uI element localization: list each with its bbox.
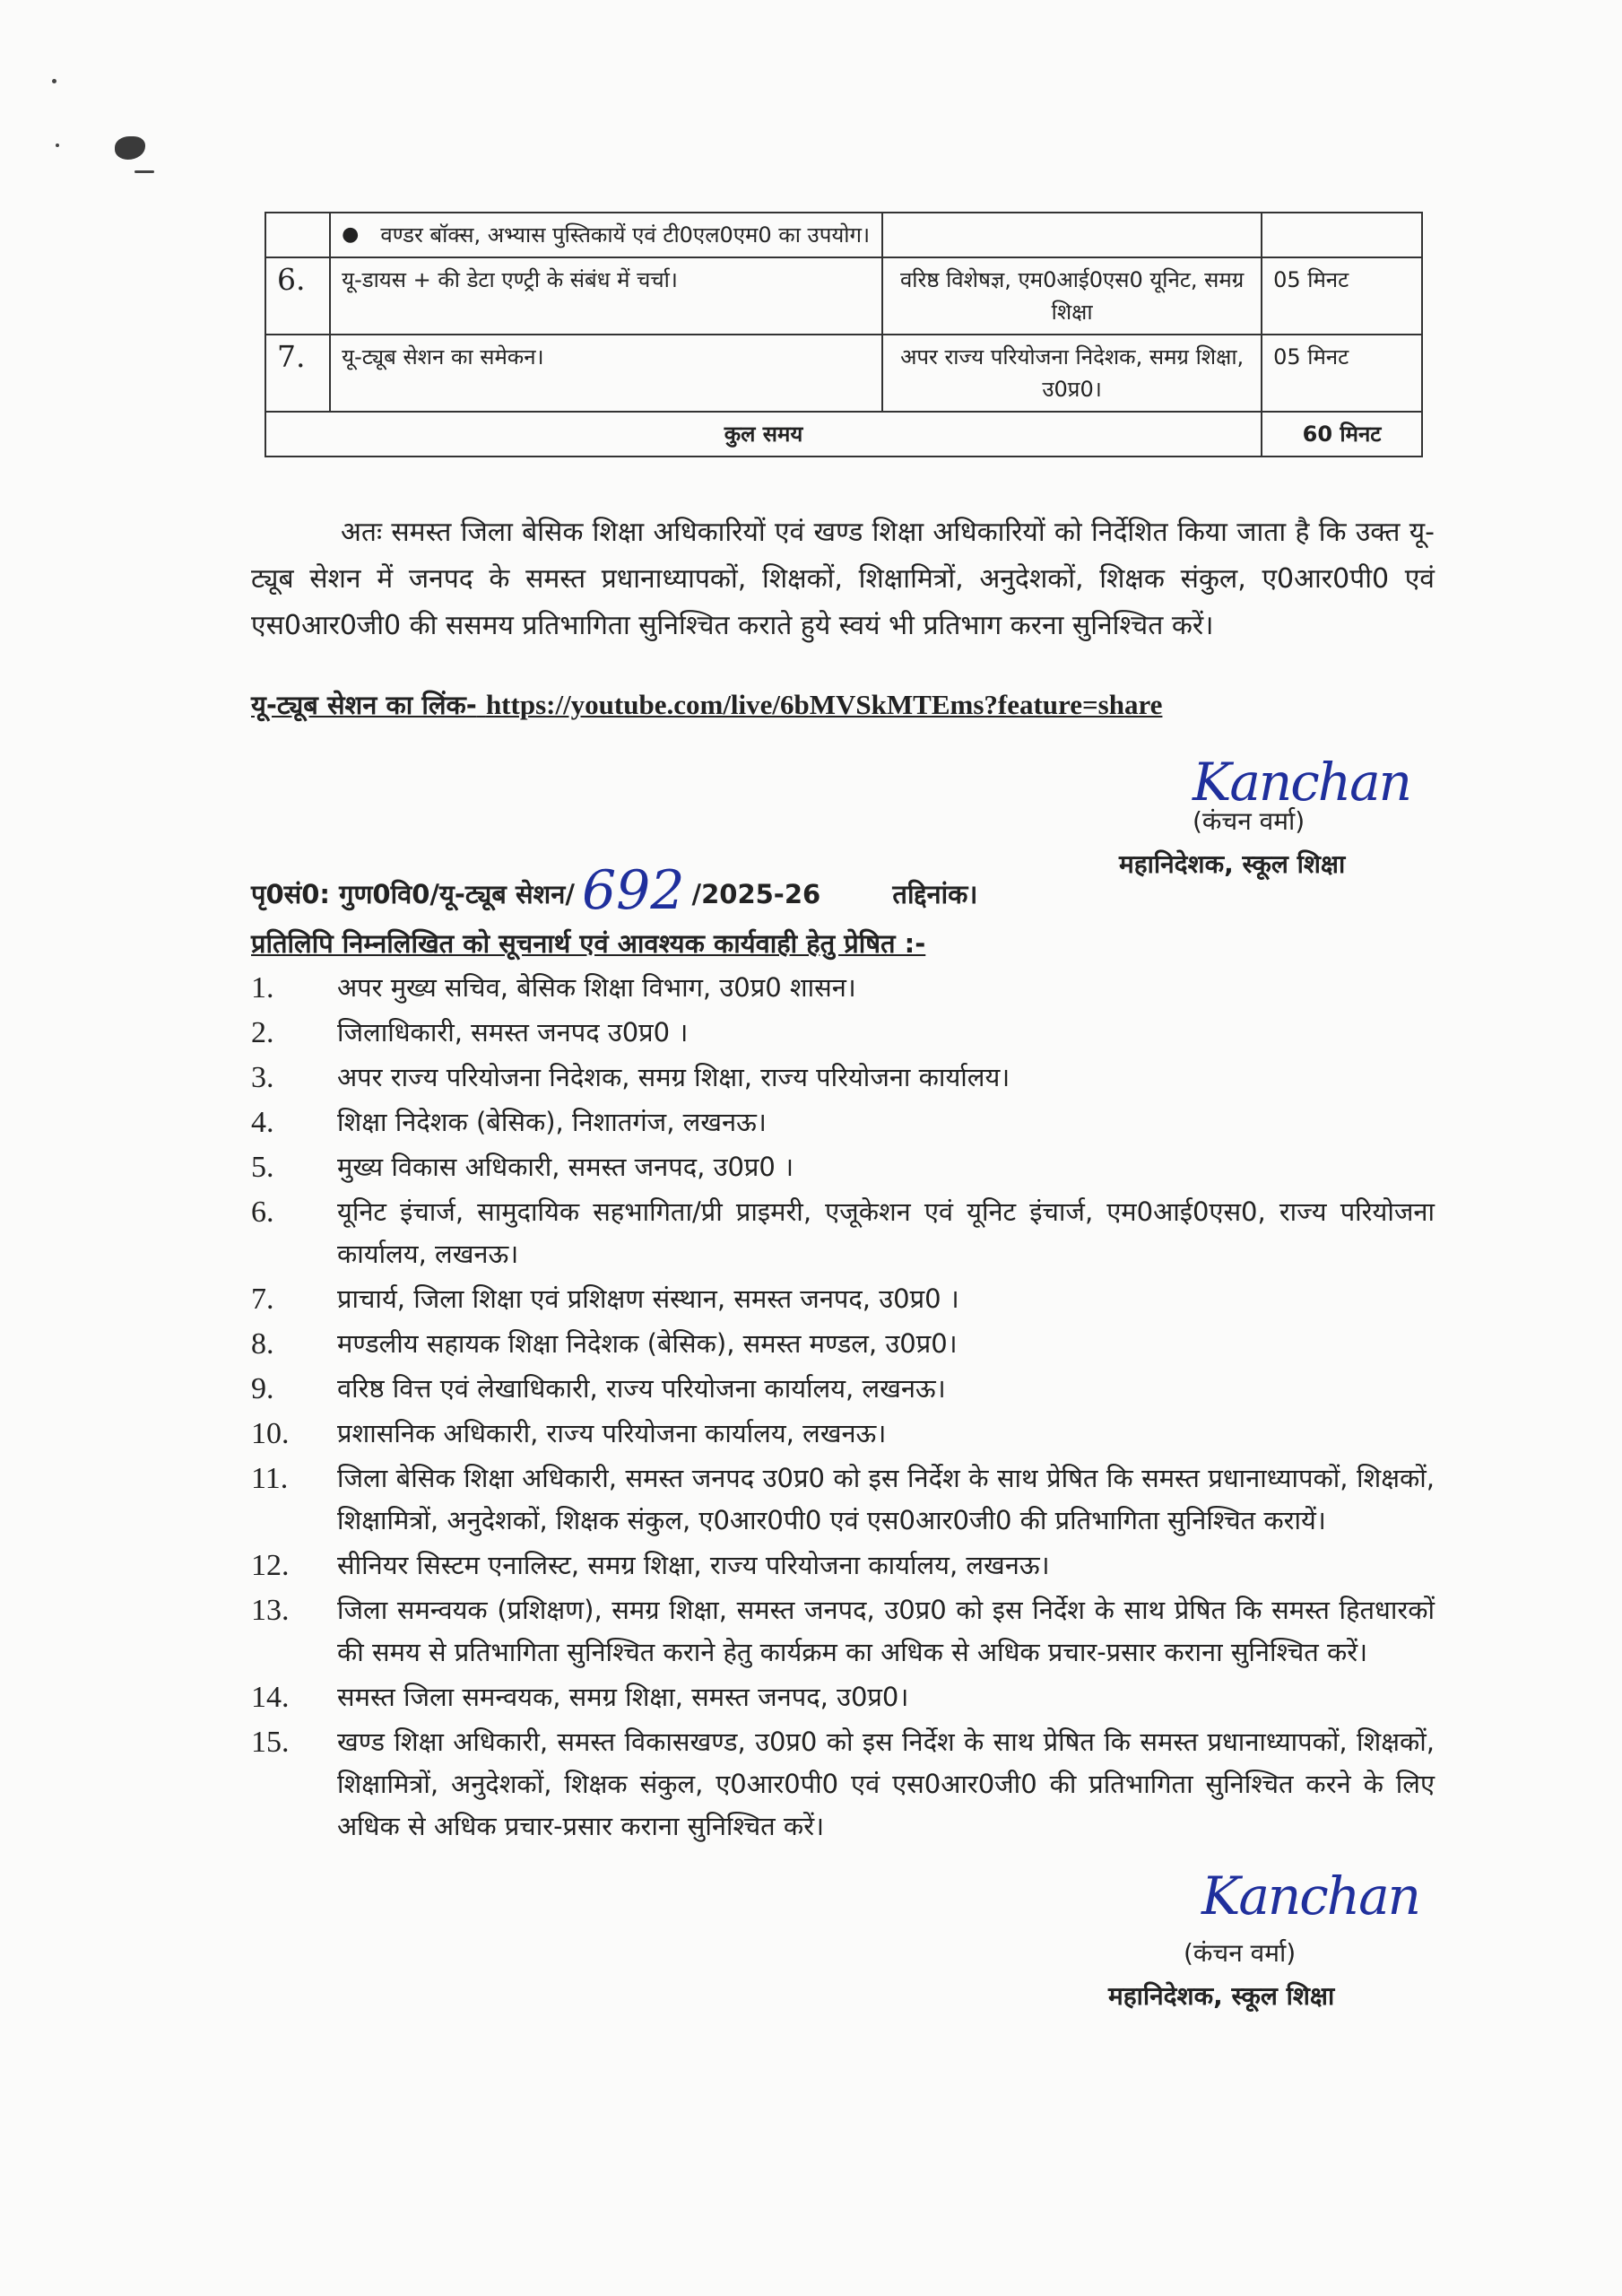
copy-list (251, 967, 1435, 1850)
youtube-link[interactable]: https://youtube.com/live/6bMVSkMTEms?feature=share (485, 689, 1163, 720)
list-item: 11. जिला बेसिक शिक्षा अधिकारी, समस्त जनपद उ0प्र0 को इस निर्देश के साथ प्रेषित कि समस्त प्रधानाध्यापकों, शिक्षकों, शिक्षामित्रों, अनुदेशकों, शिक्षक संकुल, ए0आर0पी0 एवं एस0आर0जी0 की प्रतिभागिता सुनिश्चित करायें। (251, 1462, 1435, 1535)
list-item: 14. समस्त जिला समन्वयक, समग्र शिक्षा, समस्त जनपद, उ0प्र0। (251, 1681, 909, 1714)
row-topic: यू-डायस + की डेटा एण्ट्री के संबंध में चर्चा। (330, 257, 882, 335)
youtube-link-line (251, 687, 1162, 722)
list-item: 8. मण्डलीय सहायक शिक्षा निदेशक (बेसिक), समस्त मण्डल, उ0प्र0। (251, 1327, 958, 1361)
reference-date: तद्दिनांक। (892, 879, 978, 909)
list-item: 9. वरिष्ठ वित्त एवं लेखाधिकारी, राज्य परियोजना कार्यालय, लखनऊ। (251, 1372, 946, 1405)
signatory-name: (कंचन वर्मा) (1193, 806, 1305, 836)
signatory-name-2: (कंचन वर्मा) (1184, 1938, 1297, 1968)
list-item: 1. अपर मुख्य सचिव, बेसिक शिक्षा विभाग, उ0प्र0 शासन। (251, 971, 856, 1004)
signatory-designation: महानिदेशक, स्कूल शिक्षा (1119, 849, 1346, 879)
list-item: 2. जिलाधिकारी, समस्त जनपद उ0प्र0 । (251, 1016, 689, 1049)
punch-hole-mark (115, 136, 145, 160)
copy-to-heading: प्रतिलिपि निम्नलिखित को सूचनार्थ एवं आवश्यक कार्यवाही हेतु प्रेषित :- (251, 928, 926, 959)
list-item: 4. शिक्षा निदेशक (बेसिक), निशातगंज, लखनऊ। (251, 1106, 767, 1139)
total-label: कुल समय (265, 412, 1262, 457)
row-responsible: अपर राज्य परियोजना निदेशक, समग्र शिक्षा, उ0प्र0। (882, 335, 1262, 412)
row-topic (330, 213, 882, 257)
row-responsible (882, 213, 1262, 257)
reference-line (251, 859, 977, 922)
scan-speck (52, 79, 56, 83)
instruction-paragraph: अतः समस्त जिला बेसिक शिक्षा अधिकारियों एवं खण्ड शिक्षा अधिकारियों को निर्देशित किया जाता है कि उक्त यू-ट्यूब सेशन में जनपद के समस्त प्रधानाध्यापकों, शिक्षकों, शिक्षामित्रों, अनुदेशकों, शिक्षक संकुल, ए0आर0पी0 एवं एस0आर0जी0 की ससमय प्रतिभागिता सुनिश्चित कराते हुये स्वयं भी प्रतिभाग करना सुनिश्चित करें। (251, 517, 1435, 641)
list-item: 15. खण्ड शिक्षा अधिकारी, समस्त विकासखण्ड, उ0प्र0 को इस निर्देश के साथ प्रेषित कि समस्त प्रधानाध्यापकों, शिक्षकों, शिक्षामित्रों, अनुदेशकों, शिक्षक संकुल, ए0आर0पी0 एवं एस0आर0जी0 की प्रतिभागिता सुनिश्चित करने के लिए अधिक से अधिक प्रचार-प्रसार कराना सुनिश्चित करें। (251, 1726, 1435, 1841)
scan-speck (56, 144, 59, 147)
row-number (265, 213, 330, 257)
row-number: 6. (265, 257, 330, 335)
schedule-table (265, 212, 1423, 457)
signatory-designation-2: महानिदेशक, स्कूल शिक्षा (1108, 1981, 1335, 2011)
list-item: 12. सीनियर सिस्टम एनालिस्ट, समग्र शिक्षा, राज्य परियोजना कार्यालय, लखनऊ। (251, 1549, 1050, 1582)
handwritten-reference-number: 692 (581, 859, 685, 922)
handwritten-signature-2: Kanchan (1201, 1866, 1420, 1926)
row-number: 7. (265, 335, 330, 412)
list-item: 13. जिला समन्वयक (प्रशिक्षण), समग्र शिक्षा, समस्त जनपद, उ0प्र0 को इस निर्देश के साथ प्रेषित कि समस्त हितधारकों की समय से प्रतिभागिता सुनिश्चित कराने हेतु कार्यक्रम का अधिक से अधिक प्रचार-प्रसार कराना सुनिश्चित करें। (251, 1594, 1435, 1667)
row-duration: 05 मिनट (1262, 335, 1422, 412)
link-label: यू-ट्यूब सेशन का लिंक- (251, 690, 477, 720)
reference-year: /2025-26 (691, 879, 821, 909)
row-topic-text: वण्डर बॉक्स, अभ्यास पुस्तिकायें एवं टी0एल0एम0 का उपयोग। (380, 222, 871, 248)
list-item: 3. अपर राज्य परियोजना निदेशक, समग्र शिक्षा, राज्य परियोजना कार्यालय। (251, 1061, 1010, 1094)
list-item: 7. प्राचार्य, जिला शिक्षा एवं प्रशिक्षण संस्थान, समस्त जनपद, उ0प्र0 । (251, 1283, 959, 1316)
table-total-row (265, 412, 1422, 457)
list-item: 5. मुख्य विकास अधिकारी, समस्त जनपद, उ0प्र0 । (251, 1151, 794, 1184)
table-row (265, 213, 1422, 257)
row-topic: यू-ट्यूब सेशन का समेकन। (330, 335, 882, 412)
row-responsible: वरिष्ठ विशेषज्ञ, एम0आई0एस0 यूनिट, समग्र शिक्षा (882, 257, 1262, 335)
row-duration: 05 मिनट (1262, 257, 1422, 335)
bullet-icon: ● (342, 223, 360, 246)
scan-speck (134, 170, 154, 173)
total-duration: 60 मिनट (1262, 412, 1422, 457)
list-item: 6. यूनिट इंचार्ज, सामुदायिक सहभागिता/प्री प्राइमरी, एजूकेशन एवं यूनिट इंचार्ज, एम0आई0एस0, राज्य परियोजना कार्यालय, लखनऊ। (251, 1196, 1435, 1269)
list-item: 10. प्रशासनिक अधिकारी, राज्य परियोजना कार्यालय, लखनऊ। (251, 1417, 887, 1450)
handwritten-signature: Kanchan (1193, 752, 1411, 813)
row-duration (1262, 213, 1422, 257)
table-row (265, 335, 1422, 412)
reference-prefix: पृ0सं0: गुण0वि0/यू-ट्यूब सेशन/ (251, 879, 575, 909)
table-row (265, 257, 1422, 335)
